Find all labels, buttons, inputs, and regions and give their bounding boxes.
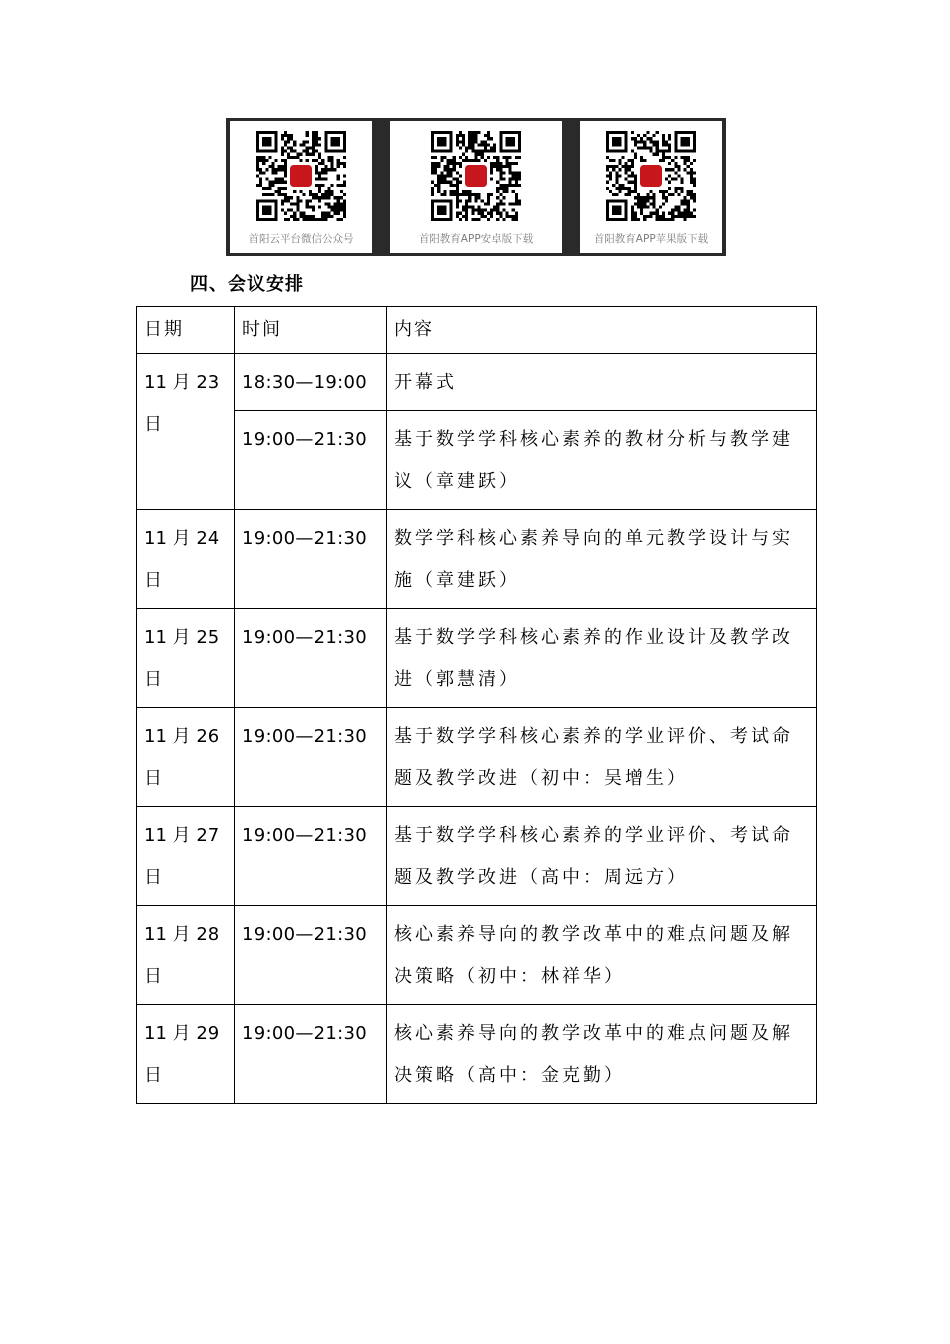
table-row: [137, 1005, 817, 1104]
table-row: [137, 609, 817, 708]
date-cell: 11 月 25 日: [137, 609, 235, 708]
qr-code-icon: [431, 131, 521, 221]
qr-card-ios: [580, 121, 722, 253]
table-row: [137, 354, 817, 411]
time-cell: 19:00—21:30: [235, 510, 387, 609]
brand-logo-icon: [465, 165, 487, 187]
table-row: [137, 708, 817, 807]
time-cell: 19:00—21:30: [235, 1005, 387, 1104]
brand-logo-icon: [290, 165, 312, 187]
table-row: [137, 807, 817, 906]
qr-code-icon: [606, 131, 696, 221]
brand-logo-icon: [640, 165, 662, 187]
content-cell: 基于数学学科核心素养的教材分析与教学建议（章建跃）: [387, 411, 817, 510]
schedule-table: [136, 306, 817, 1104]
header-date: 日期: [137, 307, 235, 354]
content-cell: 基于数学学科核心素养的作业设计及教学改进（郭慧清）: [387, 609, 817, 708]
qr-caption: 首阳教育APP安卓版下载: [418, 233, 534, 245]
date-cell: 11 月 28 日: [137, 906, 235, 1005]
content-cell: 基于数学学科核心素养的学业评价、考试命题及教学改进（初中：吴增生）: [387, 708, 817, 807]
time-cell: 19:00—21:30: [235, 609, 387, 708]
qr-code-strip: [226, 118, 726, 256]
qr-code-icon: [256, 131, 346, 221]
content-cell: 核心素养导向的教学改革中的难点问题及解决策略（高中：金克勤）: [387, 1005, 817, 1104]
time-cell: 19:00—21:30: [235, 708, 387, 807]
content-cell: 开幕式: [387, 354, 817, 411]
qr-card-android: [390, 121, 562, 253]
date-cell: 11 月 27 日: [137, 807, 235, 906]
table-header-row: [137, 307, 817, 354]
time-cell: 18:30—19:00: [235, 354, 387, 411]
time-cell: 19:00—21:30: [235, 411, 387, 510]
table-row: [137, 906, 817, 1005]
date-cell: 11 月 23 日: [137, 354, 235, 510]
qr-card-wechat: [230, 121, 372, 253]
time-cell: 19:00—21:30: [235, 807, 387, 906]
content-cell: 基于数学学科核心素养的学业评价、考试命题及教学改进（高中：周远方）: [387, 807, 817, 906]
date-cell: 11 月 29 日: [137, 1005, 235, 1104]
content-cell: 核心素养导向的教学改革中的难点问题及解决策略（初中：林祥华）: [387, 906, 817, 1005]
section-title: 四、会议安排: [190, 274, 304, 295]
qr-caption: 首阳教育APP苹果版下载: [593, 233, 709, 245]
date-cell: 11 月 24 日: [137, 510, 235, 609]
table-row: [137, 510, 817, 609]
header-time: 时间: [235, 307, 387, 354]
date-cell: 11 月 26 日: [137, 708, 235, 807]
time-cell: 19:00—21:30: [235, 906, 387, 1005]
content-cell: 数学学科核心素养导向的单元教学设计与实施（章建跃）: [387, 510, 817, 609]
header-content: 内容: [387, 307, 817, 354]
qr-caption: 首阳云平台微信公众号: [248, 233, 354, 245]
table-row: [137, 411, 817, 510]
